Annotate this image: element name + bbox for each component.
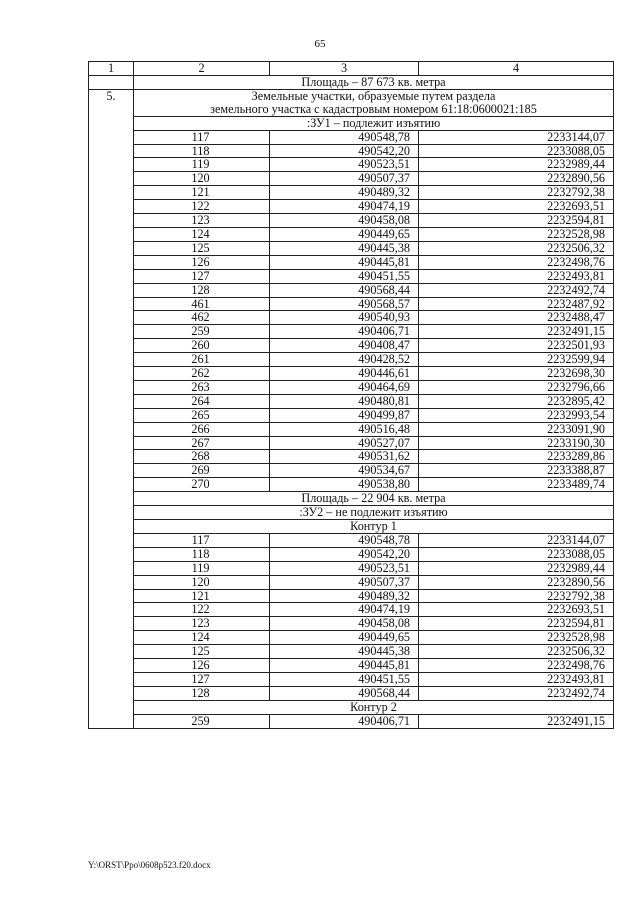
point-number: 121 [134,589,270,603]
table-row [89,353,614,367]
table-row [89,686,614,700]
x-coordinate: 490516,48 [270,422,419,436]
zu1-label: :ЗУ1 – подлежит изъятию [134,116,614,130]
table-row [89,311,614,325]
x-coordinate: 490507,37 [270,575,419,589]
y-coordinate: 2232491,15 [419,714,614,728]
x-coordinate: 490406,71 [270,325,419,339]
y-coordinate: 2232493,81 [419,672,614,686]
x-coordinate: 490507,37 [270,172,419,186]
y-coordinate: 2233388,87 [419,464,614,478]
point-number: 266 [134,422,270,436]
x-coordinate: 490449,65 [270,227,419,241]
table-row [89,408,614,422]
point-number: 262 [134,367,270,381]
point-number: 120 [134,172,270,186]
y-coordinate: 2233091,90 [419,422,614,436]
empty-cell [89,76,134,90]
y-coordinate: 2232895,42 [419,394,614,408]
point-number: 263 [134,380,270,394]
table-row [89,714,614,728]
table-row [89,214,614,228]
y-coordinate: 2233289,86 [419,450,614,464]
x-coordinate: 490406,71 [270,714,419,728]
table-row [89,631,614,645]
x-coordinate: 490445,38 [270,241,419,255]
x-coordinate: 490449,65 [270,631,419,645]
x-coordinate: 490568,44 [270,283,419,297]
x-coordinate: 490445,81 [270,659,419,673]
y-coordinate: 2232599,94 [419,353,614,367]
x-coordinate: 490451,55 [270,672,419,686]
table-row [89,464,614,478]
y-coordinate: 2232698,30 [419,367,614,381]
point-number: 117 [134,130,270,144]
x-coordinate: 490542,20 [270,144,419,158]
contour-2-label-row [89,700,614,714]
y-coordinate: 2232492,74 [419,283,614,297]
table-row [89,255,614,269]
table-row [89,450,614,464]
section-title-row [89,89,614,116]
table-row [89,144,614,158]
x-coordinate: 490534,67 [270,464,419,478]
page-number: 65 [314,38,326,50]
y-coordinate: 2232506,32 [419,645,614,659]
section-number: 5. [89,89,134,728]
x-coordinate: 490538,80 [270,478,419,492]
header-cell-1: 1 [89,62,134,76]
point-number: 119 [134,158,270,172]
point-number: 261 [134,353,270,367]
x-coordinate: 490568,44 [270,686,419,700]
point-number: 121 [134,186,270,200]
y-coordinate: 2232792,38 [419,186,614,200]
table-row [89,561,614,575]
y-coordinate: 2233144,07 [419,533,614,547]
table-row [89,172,614,186]
x-coordinate: 490540,93 [270,311,419,325]
y-coordinate: 2232993,54 [419,408,614,422]
header-cell-2: 2 [134,62,270,76]
point-number: 117 [134,533,270,547]
y-coordinate: 2232989,44 [419,158,614,172]
x-coordinate: 490445,38 [270,645,419,659]
x-coordinate: 490474,19 [270,200,419,214]
table-row [89,241,614,255]
y-coordinate: 2233489,74 [419,478,614,492]
table-row [89,659,614,673]
y-coordinate: 2232890,56 [419,172,614,186]
table-row [89,367,614,381]
y-coordinate: 2232594,81 [419,214,614,228]
point-number: 259 [134,714,270,728]
point-number: 461 [134,297,270,311]
point-number: 128 [134,283,270,297]
point-number: 267 [134,436,270,450]
point-number: 119 [134,561,270,575]
y-coordinate: 2233190,30 [419,436,614,450]
table-row [89,603,614,617]
section-title [134,89,614,116]
header-row [89,62,614,76]
area-row [89,76,614,90]
y-coordinate: 2232492,74 [419,686,614,700]
table-row [89,547,614,561]
point-number: 120 [134,575,270,589]
zu1-area-row [89,492,614,506]
x-coordinate: 490542,20 [270,547,419,561]
y-coordinate: 2232493,81 [419,269,614,283]
x-coordinate: 490548,78 [270,533,419,547]
table-row [89,672,614,686]
x-coordinate: 490548,78 [270,130,419,144]
contour-1-label: Контур 1 [134,520,614,534]
y-coordinate: 2232498,76 [419,255,614,269]
x-coordinate: 490531,62 [270,450,419,464]
point-number: 269 [134,464,270,478]
area-text: Площадь – 87 673 кв. метра [134,76,614,90]
point-number: 462 [134,311,270,325]
point-number: 125 [134,241,270,255]
zu2-label-row [89,506,614,520]
x-coordinate: 490408,47 [270,339,419,353]
point-number: 122 [134,200,270,214]
y-coordinate: 2232487,92 [419,297,614,311]
y-coordinate: 2232594,81 [419,617,614,631]
header-cell-3: 3 [270,62,419,76]
point-number: 123 [134,214,270,228]
zu1-area: Площадь – 22 904 кв. метра [134,492,614,506]
x-coordinate: 490458,08 [270,617,419,631]
y-coordinate: 2232498,76 [419,659,614,673]
x-coordinate: 490458,08 [270,214,419,228]
y-coordinate: 2233144,07 [419,130,614,144]
table-row [89,380,614,394]
table-row [89,422,614,436]
y-coordinate: 2232693,51 [419,603,614,617]
point-number: 270 [134,478,270,492]
y-coordinate: 2232528,98 [419,631,614,645]
x-coordinate: 490523,51 [270,158,419,172]
point-number: 123 [134,617,270,631]
section-title-line-2: земельного участка с кадастровым номером 61:18:0600021:185 [210,101,537,116]
y-coordinate: 2232506,32 [419,241,614,255]
point-number: 126 [134,659,270,673]
y-coordinate: 2232491,15 [419,325,614,339]
table-row [89,227,614,241]
contour-2-label: Контур 2 [134,700,614,714]
point-number: 265 [134,408,270,422]
y-coordinate: 2232890,56 [419,575,614,589]
y-coordinate: 2233088,05 [419,547,614,561]
table-row [89,478,614,492]
x-coordinate: 490527,07 [270,436,419,450]
point-number: 268 [134,450,270,464]
table-row [89,325,614,339]
footer-file-path: Y:\ORST\Ppo\0608p523.f20.docx [88,860,211,870]
x-coordinate: 490474,19 [270,603,419,617]
table-row [89,283,614,297]
table-row [89,269,614,283]
point-number: 118 [134,144,270,158]
x-coordinate: 490445,81 [270,255,419,269]
table-row [89,394,614,408]
point-number: 124 [134,631,270,645]
table-row [89,186,614,200]
x-coordinate: 490428,52 [270,353,419,367]
point-number: 125 [134,645,270,659]
y-coordinate: 2232501,93 [419,339,614,353]
point-number: 122 [134,603,270,617]
table-row [89,297,614,311]
point-number: 118 [134,547,270,561]
point-number: 264 [134,394,270,408]
x-coordinate: 490568,57 [270,297,419,311]
table-row [89,575,614,589]
point-number: 127 [134,672,270,686]
y-coordinate: 2232989,44 [419,561,614,575]
x-coordinate: 490499,87 [270,408,419,422]
x-coordinate: 490489,32 [270,186,419,200]
x-coordinate: 490451,55 [270,269,419,283]
point-number: 126 [134,255,270,269]
y-coordinate: 2232488,47 [419,311,614,325]
zu2-label: :ЗУ2 – не подлежит изъятию [134,506,614,520]
table-row [89,158,614,172]
point-number: 128 [134,686,270,700]
point-number: 127 [134,269,270,283]
point-number: 260 [134,339,270,353]
x-coordinate: 490489,32 [270,589,419,603]
coordinates-table [88,61,614,729]
y-coordinate: 2232693,51 [419,200,614,214]
x-coordinate: 490523,51 [270,561,419,575]
table-row [89,617,614,631]
header-cell-4: 4 [419,62,614,76]
x-coordinate: 490464,69 [270,380,419,394]
table-row [89,130,614,144]
table-row [89,645,614,659]
zu1-label-row [89,116,614,130]
point-number: 259 [134,325,270,339]
table-row [89,200,614,214]
y-coordinate: 2232792,38 [419,589,614,603]
point-number: 124 [134,227,270,241]
y-coordinate: 2232528,98 [419,227,614,241]
y-coordinate: 2232796,66 [419,380,614,394]
table-row [89,436,614,450]
table-row [89,589,614,603]
section-title-line-1: Земельные участки, образуемые путем раздела [251,89,496,103]
contour-1-label-row [89,520,614,534]
x-coordinate: 490480,81 [270,394,419,408]
table-row [89,533,614,547]
y-coordinate: 2233088,05 [419,144,614,158]
table-row [89,339,614,353]
x-coordinate: 490446,61 [270,367,419,381]
